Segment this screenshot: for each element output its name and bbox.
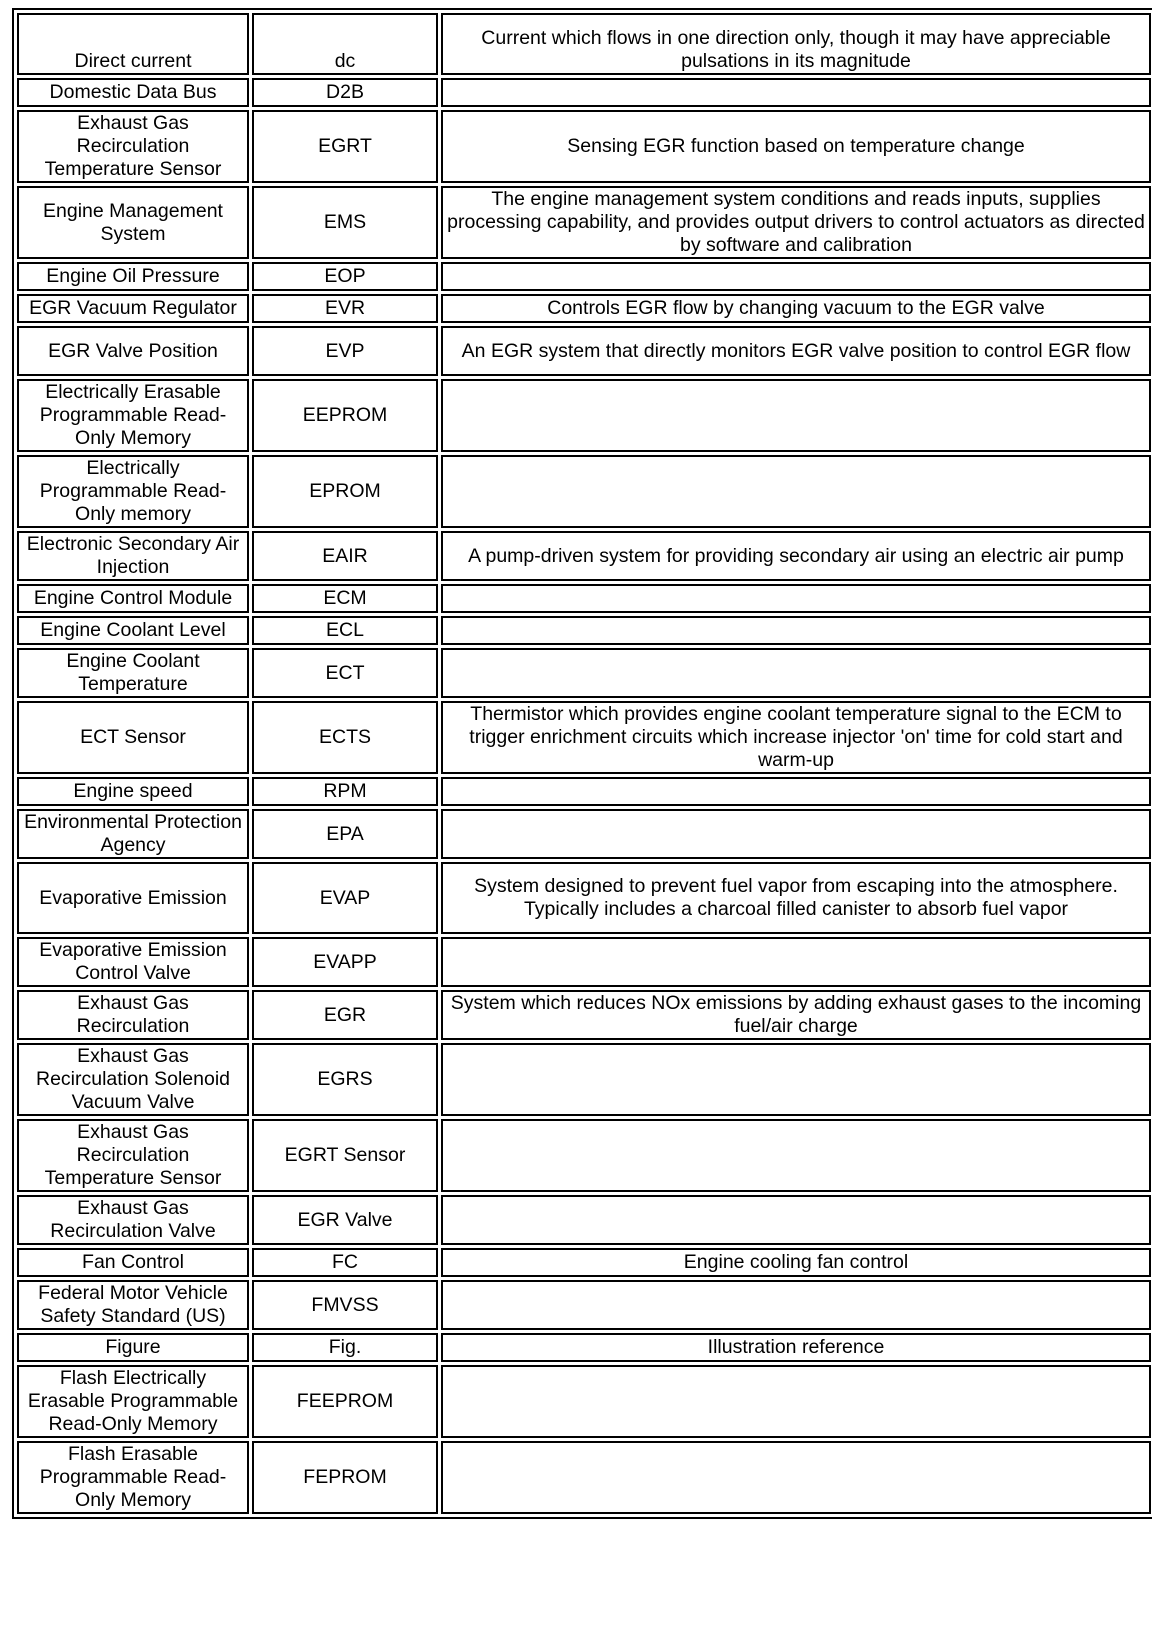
- term-cell: Engine Control Module: [17, 584, 249, 613]
- definition-cell: Sensing EGR function based on temperature change: [441, 110, 1151, 183]
- definition-cell: [441, 1441, 1151, 1514]
- definition-cell: [441, 1043, 1151, 1116]
- definition-cell: Thermistor which provides engine coolant temperature signal to the ECM to trigger enrichment circuits which increase injector 'on' time for cold start and warm-up: [441, 701, 1151, 774]
- definition-cell: [441, 777, 1151, 806]
- term-cell: Engine Coolant Level: [17, 616, 249, 645]
- table-row: [17, 455, 1151, 528]
- table-row: [17, 616, 1151, 645]
- definition-cell: Controls EGR flow by changing vacuum to the EGR valve: [441, 294, 1151, 323]
- term-cell: Exhaust Gas Recirculation Temperature Sensor: [17, 1119, 249, 1192]
- abbreviation-cell: FEPROM: [252, 1441, 438, 1514]
- term-cell: Exhaust Gas Recirculation: [17, 990, 249, 1040]
- table-row: [17, 13, 1151, 75]
- term-cell: Engine speed: [17, 777, 249, 806]
- definition-cell: [441, 1119, 1151, 1192]
- table-row: [17, 294, 1151, 323]
- abbreviation-cell: ECTS: [252, 701, 438, 774]
- abbreviation-cell: EVP: [252, 326, 438, 376]
- term-cell: Electrically Programmable Read-Only memory: [17, 455, 249, 528]
- table-row: [17, 1280, 1151, 1330]
- table-row: [17, 777, 1151, 806]
- abbreviation-cell: FMVSS: [252, 1280, 438, 1330]
- abbreviation-cell: EPROM: [252, 455, 438, 528]
- term-cell: Exhaust Gas Recirculation Temperature Sensor: [17, 110, 249, 183]
- definition-cell: Current which flows in one direction only, though it may have appreciable pulsations in its magnitude: [441, 13, 1151, 75]
- definition-cell: [441, 809, 1151, 859]
- definition-cell: [441, 937, 1151, 987]
- term-cell: Evaporative Emission Control Valve: [17, 937, 249, 987]
- table-row: [17, 809, 1151, 859]
- definition-cell: System which reduces NOx emissions by adding exhaust gases to the incoming fuel/air charge: [441, 990, 1151, 1040]
- abbreviation-cell: EGR Valve: [252, 1195, 438, 1245]
- abbreviation-cell: EAIR: [252, 531, 438, 581]
- abbreviation-cell: Fig.: [252, 1333, 438, 1362]
- term-cell: ECT Sensor: [17, 701, 249, 774]
- abbreviation-cell: EPA: [252, 809, 438, 859]
- term-cell: Engine Oil Pressure: [17, 262, 249, 291]
- term-cell: Federal Motor Vehicle Safety Standard (US): [17, 1280, 249, 1330]
- term-cell: Environmental Protection Agency: [17, 809, 249, 859]
- definition-cell: The engine management system conditions and reads inputs, supplies processing capability, and provides output drivers to control actuators as directed by software and calibration: [441, 186, 1151, 259]
- term-cell: Flash Erasable Programmable Read-Only Memory: [17, 1441, 249, 1514]
- term-cell: Exhaust Gas Recirculation Valve: [17, 1195, 249, 1245]
- abbreviation-cell: FC: [252, 1248, 438, 1277]
- abbreviation-cell: D2B: [252, 78, 438, 107]
- definition-cell: [441, 455, 1151, 528]
- abbreviation-cell: ECM: [252, 584, 438, 613]
- term-cell: Electronic Secondary Air Injection: [17, 531, 249, 581]
- abbreviation-cell: ECT: [252, 648, 438, 698]
- table-row: [17, 1195, 1151, 1245]
- term-cell: Exhaust Gas Recirculation Solenoid Vacuum Valve: [17, 1043, 249, 1116]
- definition-cell: Engine cooling fan control: [441, 1248, 1151, 1277]
- table-row: [17, 110, 1151, 183]
- table-row: [17, 1441, 1151, 1514]
- definition-cell: [441, 1195, 1151, 1245]
- abbreviation-cell: FEEPROM: [252, 1365, 438, 1438]
- table-row: [17, 78, 1151, 107]
- table-row: [17, 937, 1151, 987]
- table-row: [17, 701, 1151, 774]
- term-cell: Electrically Erasable Programmable Read-Only Memory: [17, 379, 249, 452]
- definition-cell: [441, 616, 1151, 645]
- table-row: [17, 862, 1151, 934]
- term-cell: Evaporative Emission: [17, 862, 249, 934]
- table-row: [17, 584, 1151, 613]
- table-row: [17, 1119, 1151, 1192]
- abbreviation-cell: EVAPP: [252, 937, 438, 987]
- definition-cell: System designed to prevent fuel vapor from escaping into the atmosphere. Typically includes a charcoal filled canister to absorb fuel vapor: [441, 862, 1151, 934]
- table-row: [17, 326, 1151, 376]
- abbreviation-cell: EOP: [252, 262, 438, 291]
- abbreviation-cell: EEPROM: [252, 379, 438, 452]
- definition-cell: [441, 78, 1151, 107]
- table-row: [17, 648, 1151, 698]
- table-row: [17, 262, 1151, 291]
- table-row: [17, 990, 1151, 1040]
- abbreviation-cell: EGRT: [252, 110, 438, 183]
- abbreviation-cell: EVAP: [252, 862, 438, 934]
- term-cell: Domestic Data Bus: [17, 78, 249, 107]
- term-cell: Fan Control: [17, 1248, 249, 1277]
- definition-cell: An EGR system that directly monitors EGR valve position to control EGR flow: [441, 326, 1151, 376]
- table-row: [17, 1333, 1151, 1362]
- abbreviation-cell: EGRS: [252, 1043, 438, 1116]
- definition-cell: [441, 648, 1151, 698]
- abbreviation-cell: EMS: [252, 186, 438, 259]
- definition-cell: [441, 584, 1151, 613]
- term-cell: Flash Electrically Erasable Programmable Read-Only Memory: [17, 1365, 249, 1438]
- term-cell: EGR Vacuum Regulator: [17, 294, 249, 323]
- abbreviation-cell: ECL: [252, 616, 438, 645]
- abbreviation-cell: RPM: [252, 777, 438, 806]
- definition-cell: [441, 262, 1151, 291]
- table-row: [17, 186, 1151, 259]
- term-cell: Engine Management System: [17, 186, 249, 259]
- table-row: [17, 1043, 1151, 1116]
- term-cell: Engine Coolant Temperature: [17, 648, 249, 698]
- abbreviations-table: [12, 8, 1152, 1519]
- table-row: [17, 379, 1151, 452]
- table-row: [17, 531, 1151, 581]
- abbreviation-cell: EVR: [252, 294, 438, 323]
- abbreviation-cell: EGR: [252, 990, 438, 1040]
- definition-cell: [441, 379, 1151, 452]
- term-cell: EGR Valve Position: [17, 326, 249, 376]
- definition-cell: [441, 1365, 1151, 1438]
- abbreviation-cell: EGRT Sensor: [252, 1119, 438, 1192]
- definition-cell: [441, 1280, 1151, 1330]
- table-body: [17, 13, 1151, 1514]
- definition-cell: A pump-driven system for providing secondary air using an electric air pump: [441, 531, 1151, 581]
- table-row: [17, 1248, 1151, 1277]
- abbreviation-cell: dc: [252, 13, 438, 75]
- table-row: [17, 1365, 1151, 1438]
- term-cell: Direct current: [17, 13, 249, 75]
- definition-cell: Illustration reference: [441, 1333, 1151, 1362]
- term-cell: Figure: [17, 1333, 249, 1362]
